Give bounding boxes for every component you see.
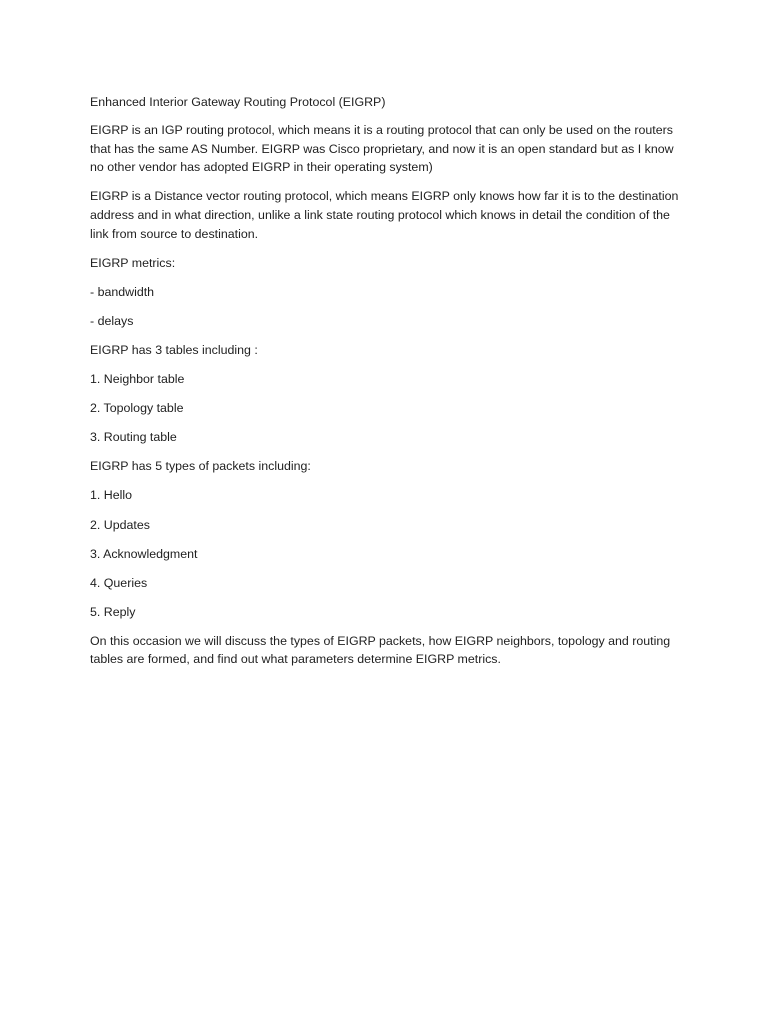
list-item-metric: - bandwidth <box>90 284 155 299</box>
list-item-packet: 5. Reply <box>90 604 136 619</box>
document-title: Enhanced Interior Gateway Routing Protocol (EIGRP) <box>90 95 386 109</box>
list-item-metric: - delays <box>90 313 134 328</box>
paragraph-distance-vector: EIGRP is a Distance vector routing protocol, which means EIGRP only knows how far it is to the destination address and in what direction, unlike a link state routing protocol which knows in detail the condition of the link from source to destination. <box>90 189 679 241</box>
list-item-table: 2. Topology table <box>90 401 184 416</box>
tables-heading: EIGRP has 3 tables including : <box>90 342 258 357</box>
list-item-packet: 3. Acknowledgment <box>90 546 198 561</box>
document-body <box>90 93 680 680</box>
list-item-packet: 2. Updates <box>90 517 150 532</box>
packets-heading: EIGRP has 5 types of packets including: <box>90 459 311 474</box>
paragraph-igp-definition: EIGRP is an IGP routing protocol, which means it is a routing protocol that can only be used on the routers that has the same AS Number. EIGRP was Cisco proprietary, and now it is an open standard but as I know no other vendor has adopted EIGRP in their operating system) <box>90 123 674 175</box>
list-item-table: 1. Neighbor table <box>90 372 185 387</box>
list-item-packet: 1. Hello <box>90 488 133 503</box>
metrics-heading: EIGRP metrics: <box>90 255 176 270</box>
paragraph-closing: On this occasion we will discuss the types of EIGRP packets, how EIGRP neighbors, topology and routing tables are formed, and find out what parameters determine EIGRP metrics. <box>90 633 671 667</box>
list-item-packet: 4. Queries <box>90 575 148 590</box>
list-item-table: 3. Routing table <box>90 430 177 445</box>
